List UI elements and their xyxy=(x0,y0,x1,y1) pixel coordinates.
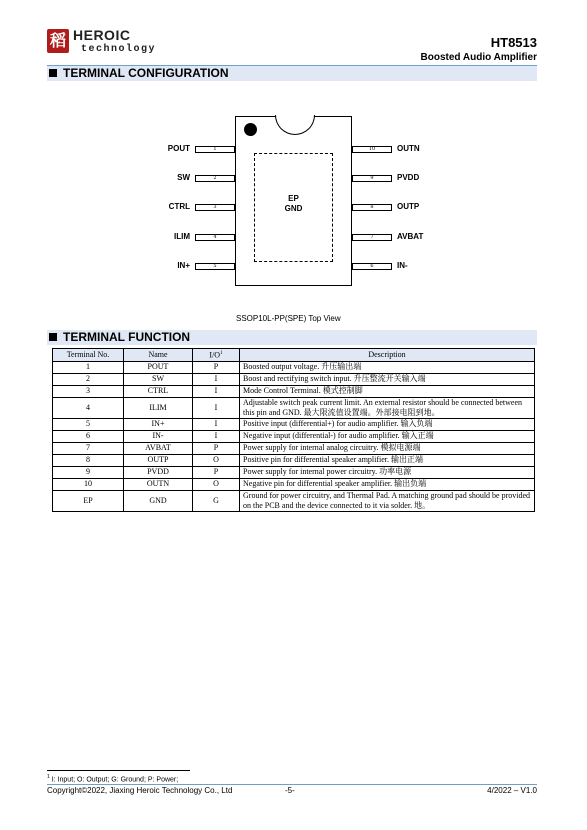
table-row xyxy=(53,454,535,466)
pin-label-pvdd: PVDD xyxy=(397,173,420,182)
pin-3-lead: 3 xyxy=(195,204,235,211)
cell-name: SW xyxy=(124,373,193,385)
cell-io: I xyxy=(193,373,240,385)
brand-name: HEROIC xyxy=(73,27,131,43)
table-header-row xyxy=(53,349,535,362)
logo-glyph: 稻 xyxy=(49,31,66,50)
pin-label-outp: OUTP xyxy=(397,202,420,211)
cell-io: I xyxy=(193,430,240,442)
cell-name: PVDD xyxy=(124,466,193,478)
table-row xyxy=(53,442,535,454)
section-header-terminal-configuration xyxy=(47,66,537,81)
pin-label-in: IN+ xyxy=(177,261,190,270)
pin-5-lead: 5 xyxy=(195,263,235,270)
cell-description: Ground for power circuitry, and Thermal Pad. A matching ground pad should be provided on the PCB and the device connected to it via solder. 地。 xyxy=(240,490,535,511)
col-header-description: Description xyxy=(240,349,535,362)
table-row xyxy=(53,418,535,430)
pin-4-lead: 4 xyxy=(195,234,235,241)
pin-6-lead: 6 xyxy=(352,263,392,270)
brand-subname: technology xyxy=(81,44,157,55)
cell-terminal-no: 8 xyxy=(53,454,124,466)
table-row xyxy=(53,397,535,418)
cell-io: G xyxy=(193,490,240,511)
footnote-ref: 1 xyxy=(220,351,223,356)
cell-terminal-no: 7 xyxy=(53,442,124,454)
pin-label-outn: OUTN xyxy=(397,144,420,153)
ep-gnd-label: GND xyxy=(284,204,303,213)
cell-name: IN- xyxy=(124,430,193,442)
footnote xyxy=(47,774,178,783)
pin1-marker xyxy=(244,123,257,136)
footnote-divider xyxy=(47,770,190,771)
ep-label: EP xyxy=(288,194,299,203)
col-header-terminal-no: Terminal No. xyxy=(53,349,124,362)
cell-io: I xyxy=(193,385,240,397)
cell-description: Mode Control Terminal. 模式控制脚 xyxy=(240,385,535,397)
cell-name: AVBAT xyxy=(124,442,193,454)
section-bullet-icon xyxy=(49,69,57,77)
pin-2-lead: 2 xyxy=(195,175,235,182)
cell-description: Negative pin for differential speaker amplifier. 输出负端 xyxy=(240,478,535,490)
table-row xyxy=(53,361,535,373)
footer-divider xyxy=(47,784,537,785)
col-header-io xyxy=(193,349,240,362)
section-title: TERMINAL CONFIGURATION xyxy=(63,66,229,80)
pin-8-lead: 8 xyxy=(352,204,392,211)
pin-9-lead: 9 xyxy=(352,175,392,182)
pin-label-avbat: AVBAT xyxy=(397,232,424,241)
cell-description: Power supply for internal power circuitry. 功率电源 xyxy=(240,466,535,478)
cell-io: I xyxy=(193,418,240,430)
table-row xyxy=(53,430,535,442)
cell-description: Power supply for internal analog circuitry. 模拟电源端 xyxy=(240,442,535,454)
cell-name: IN+ xyxy=(124,418,193,430)
pin-label-ctrl: CTRL xyxy=(168,202,190,211)
cell-terminal-no: 5 xyxy=(53,418,124,430)
cell-name: OUTP xyxy=(124,454,193,466)
table-row xyxy=(53,373,535,385)
cell-io: P xyxy=(193,442,240,454)
cell-terminal-no: 6 xyxy=(53,430,124,442)
exposed-pad-label xyxy=(254,194,333,214)
cell-terminal-no: 3 xyxy=(53,385,124,397)
table-row xyxy=(53,490,535,511)
pin-label-pout: POUT xyxy=(167,144,190,153)
pin-10-lead: 10 xyxy=(352,146,392,153)
section-bullet-icon xyxy=(49,333,57,341)
cell-io: I xyxy=(193,397,240,418)
section-title: TERMINAL FUNCTION xyxy=(63,330,191,344)
cell-name: CTRL xyxy=(124,385,193,397)
cell-terminal-no: 2 xyxy=(53,373,124,385)
package-caption: SSOP10L-PP(SPE) Top View xyxy=(236,314,341,323)
pin-1-lead: 1 xyxy=(195,146,235,153)
pin-label-ilim: ILIM xyxy=(174,232,190,241)
footnote-mark: 1 xyxy=(47,774,50,780)
cell-terminal-no: 4 xyxy=(53,397,124,418)
cell-io: P xyxy=(193,466,240,478)
io-header-text: I/O xyxy=(209,350,221,360)
cell-terminal-no: 1 xyxy=(53,361,124,373)
cell-description: Adjustable switch peak current limit. An external resistor should be connected between this pin and GND. 最大限流值设置端。外部接电阻到地。 xyxy=(240,397,535,418)
cell-description: Negative input (differential-) for audio amplifier. 输入正端 xyxy=(240,430,535,442)
page-number: -5- xyxy=(285,786,295,795)
table-body xyxy=(53,361,535,511)
table-row xyxy=(53,466,535,478)
cell-io: O xyxy=(193,478,240,490)
table-row xyxy=(53,478,535,490)
cell-description: Boosted output voltage. 升压输出端 xyxy=(240,361,535,373)
pin-label-sw: SW xyxy=(177,173,190,182)
terminal-function-table xyxy=(52,348,535,512)
pin-7-lead: 7 xyxy=(352,234,392,241)
cell-description: Positive input (differential+) for audio amplifier. 输入负端 xyxy=(240,418,535,430)
version: 4/2022 – V1.0 xyxy=(487,786,537,795)
cell-name: GND xyxy=(124,490,193,511)
document-subtitle: Boosted Audio Amplifier xyxy=(420,52,537,63)
cell-description: Positive pin for differential speaker amplifier. 输出正端 xyxy=(240,454,535,466)
cell-description: Boost and rectifying switch input. 升压整流开关输入端 xyxy=(240,373,535,385)
section-header-terminal-function xyxy=(47,330,537,345)
pin-label-in: IN- xyxy=(397,261,408,270)
company-logo xyxy=(47,29,69,53)
footnote-text: I: Input; O: Output; G: Ground; P: Power; xyxy=(51,776,179,784)
part-number: HT8513 xyxy=(490,35,537,50)
cell-name: ILIM xyxy=(124,397,193,418)
cell-io: P xyxy=(193,361,240,373)
cell-io: O xyxy=(193,454,240,466)
cell-terminal-no: 9 xyxy=(53,466,124,478)
cell-name: OUTN xyxy=(124,478,193,490)
cell-terminal-no: EP xyxy=(53,490,124,511)
cell-name: POUT xyxy=(124,361,193,373)
copyright: Copyright©2022, Jiaxing Heroic Technology Co., Ltd xyxy=(47,786,233,795)
table-row xyxy=(53,385,535,397)
col-header-name: Name xyxy=(124,349,193,362)
cell-terminal-no: 10 xyxy=(53,478,124,490)
